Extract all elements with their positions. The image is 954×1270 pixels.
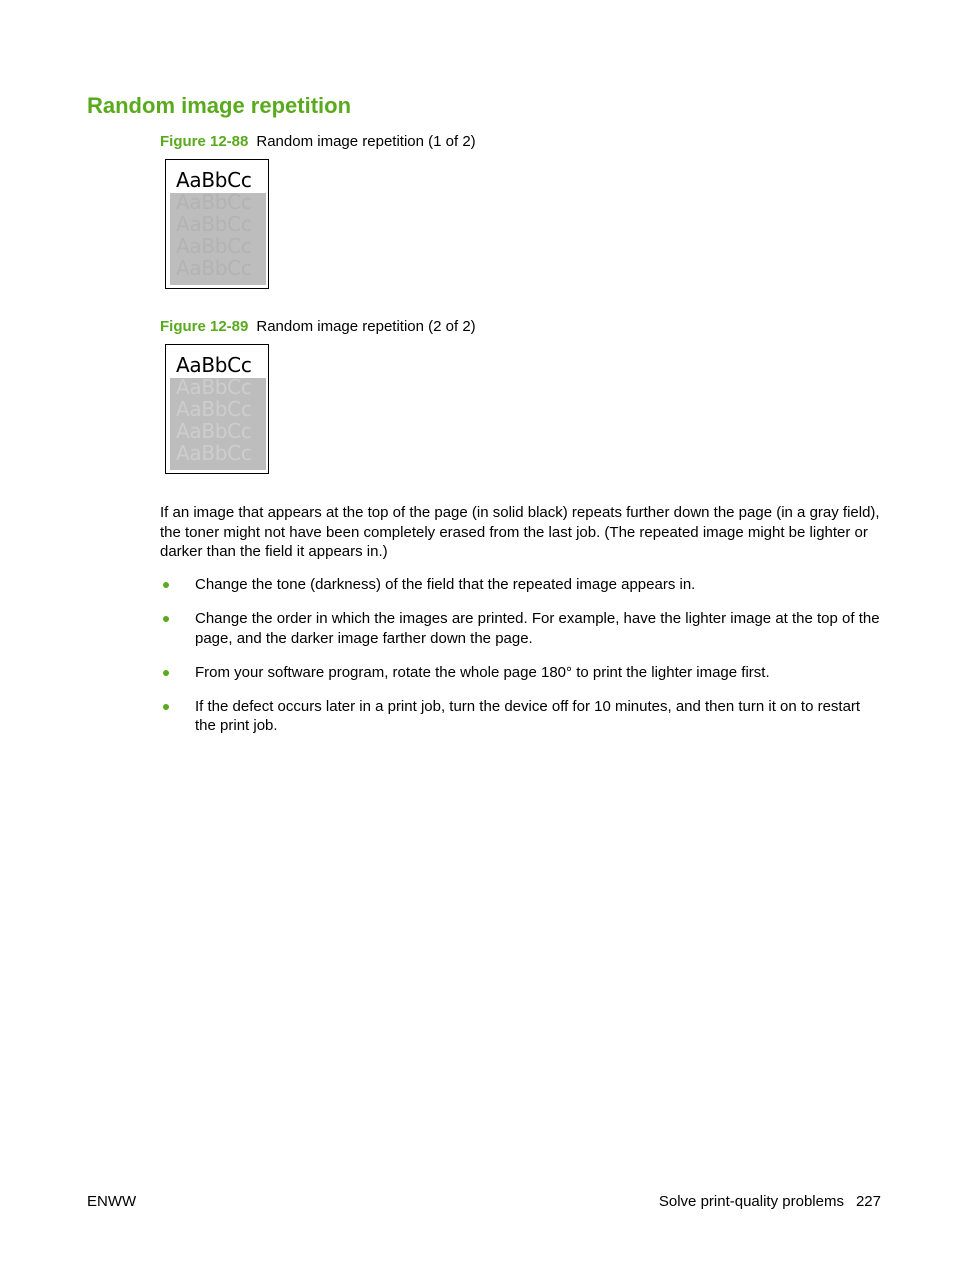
figure-image-1 <box>165 159 269 289</box>
list-item-text: If the defect occurs later in a print job, turn the device off for 10 minutes, and then turn it on to restart the print job. <box>195 697 861 734</box>
section-heading: Random image repetition <box>87 93 352 118</box>
sample-text-repeat: AaBbCc <box>176 190 252 214</box>
figure-caption-1 <box>160 133 476 150</box>
figure-caption-text: Random image repetition (1 of 2) <box>256 133 476 150</box>
figure-caption-2 <box>160 318 476 335</box>
list-item <box>160 609 884 648</box>
sample-text-repeat: AaBbCc <box>176 397 252 421</box>
list-item <box>160 575 884 595</box>
sample-text-repeat: AaBbCc <box>176 256 252 280</box>
figure-number: Figure 12-89 <box>160 318 249 335</box>
page-number: 227 <box>855 1193 881 1210</box>
sample-text-repeat: AaBbCc <box>176 234 252 258</box>
list-item-text: From your software program, rotate the whole page 180° to print the lighter image first. <box>195 663 770 681</box>
sample-text-repeat: AaBbCc <box>176 419 252 443</box>
bullet-dot-icon <box>163 616 169 622</box>
sample-text-repeat: AaBbCc <box>176 441 252 465</box>
sample-text-repeat: AaBbCc <box>176 375 252 399</box>
figure-caption-text: Random image repetition (2 of 2) <box>256 318 476 335</box>
list-item-text: Change the order in which the images are printed. For example, have the lighter image at the top of the page, and the darker image farther down the page. <box>195 610 880 647</box>
bullet-dot-icon <box>163 582 169 588</box>
sample-text-solid: AaBbCc <box>176 168 252 192</box>
figure-image-2 <box>165 344 269 474</box>
list-item <box>160 697 884 736</box>
footer-left: ENWW <box>87 1193 137 1210</box>
sample-text-repeat: AaBbCc <box>176 212 252 236</box>
footer-right <box>659 1193 881 1210</box>
list-item <box>160 663 884 683</box>
figure-number: Figure 12-88 <box>160 133 249 150</box>
list-item-text: Change the tone (darkness) of the field that the repeated image appears in. <box>195 576 696 593</box>
bullet-dot-icon <box>163 704 169 710</box>
bullet-dot-icon <box>163 670 169 676</box>
footer-section-title: Solve print-quality problems <box>658 1193 844 1210</box>
sample-text-solid: AaBbCc <box>176 353 252 377</box>
bullet-list <box>160 575 884 750</box>
body-paragraph: If an image that appears at the top of the page (in solid black) repeats further down the page (in a gray field), the toner might not have been completely erased from the last job. (The repeated image might be lighter or darker than the field it appears in.) <box>160 504 880 560</box>
